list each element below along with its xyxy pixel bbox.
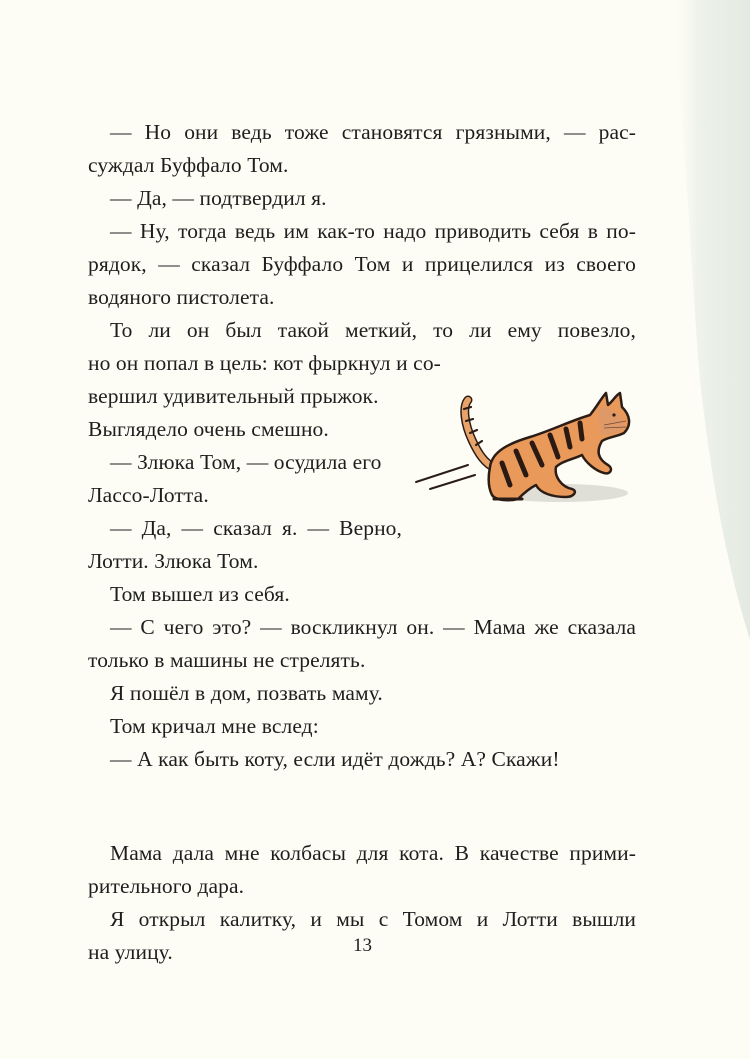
text-line: — С чего это? — воскликнул он. — Мама же сказала	[110, 615, 636, 639]
text-line: Том кричал мне вслед:	[110, 714, 319, 738]
text-line: вершил удивительный прыжок.	[88, 384, 379, 408]
text-line: Лассо-Лотта.	[88, 483, 209, 507]
text-line: Мама дала мне колбасы для кота. В качестве прими-	[110, 841, 636, 865]
text-line: Лотти. Злюка Том.	[88, 549, 259, 573]
jumping-cat-illustration	[410, 385, 635, 510]
text-line: водяного пистолета.	[88, 285, 275, 309]
text-line: на улицу.	[88, 940, 173, 964]
text-line: — Злюка Том, — осудила его	[110, 450, 382, 474]
motion-lines-icon	[416, 465, 475, 489]
text-line: — Но они ведь тоже становятся грязными, — рас-	[110, 120, 636, 144]
text-line: Я пошёл в дом, позвать маму.	[110, 681, 383, 705]
text-line: То ли он был такой меткий, то ли ему повезло,	[110, 318, 636, 342]
text-line: рительного дара.	[88, 874, 245, 898]
text-line: суждал Буффало Том.	[88, 153, 289, 177]
text-line: — Да, — подтвердил я.	[110, 186, 327, 210]
text-line: — Ну, тогда ведь им как-то надо приводить себя в по-	[110, 219, 636, 243]
page-number: 13	[353, 935, 372, 956]
text-line: — А как быть коту, если идёт дождь? А? Скажи!	[110, 747, 560, 771]
text-line: рядок, — сказал Буффало Том и прицелился из своего	[88, 252, 636, 276]
text-line: Я открыл калитку, и мы с Томом и Лотти вышли	[110, 907, 636, 931]
text-line: Том вышел из себя.	[110, 582, 290, 606]
text-line: — Да, — сказал я. — Верно,	[110, 516, 402, 540]
text-line: только в машины не стрелять.	[88, 648, 366, 672]
text-line: но он попал в цель: кот фыркнул и со-	[88, 351, 441, 375]
text-line: Выглядело очень смешно.	[88, 417, 329, 441]
